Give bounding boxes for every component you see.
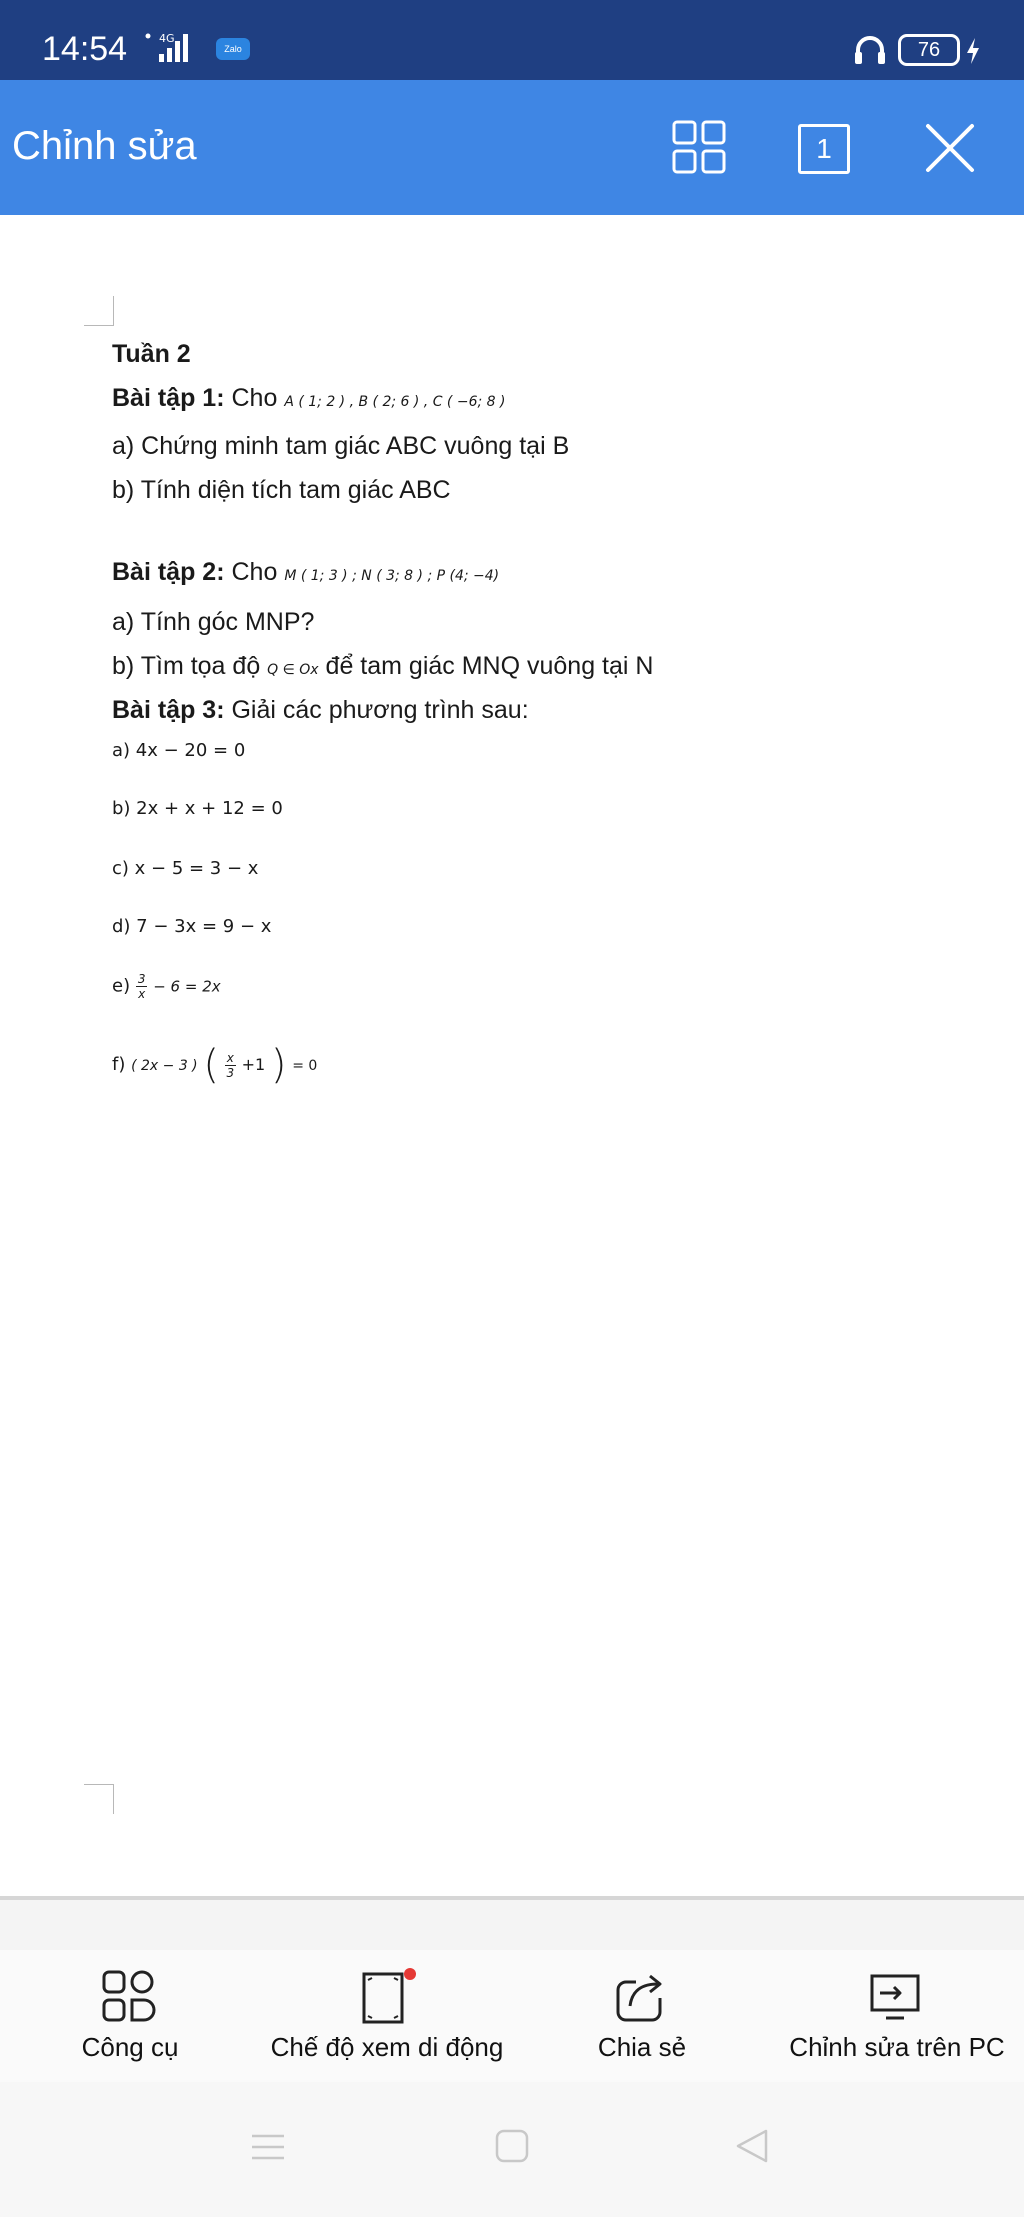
home-icon[interactable] bbox=[494, 2128, 530, 2164]
exercise-3-d: d) 7 − 3x = 9 − x bbox=[112, 916, 272, 937]
page-corner-marker-bottom bbox=[84, 1784, 114, 1814]
share-button[interactable] bbox=[572, 1950, 712, 2082]
share-icon bbox=[610, 1966, 672, 2028]
exercise-3-e-rest: − 6 = 2x bbox=[153, 977, 221, 996]
page-title: Chỉnh sửa bbox=[12, 124, 197, 168]
network-type: 4G bbox=[159, 32, 175, 45]
exercise-1-points: A ( 1; 2 ) , B ( 2; 6 ) , C ( −6; 8 ) bbox=[284, 394, 506, 410]
back-icon[interactable] bbox=[734, 2128, 770, 2164]
close-paren: ) bbox=[270, 1042, 287, 1088]
exercise-1-cho: Cho bbox=[231, 384, 278, 412]
exercise-1-b: b) Tính diện tích tam giác ABC bbox=[112, 476, 451, 504]
mobile-view-icon bbox=[356, 1966, 418, 2028]
fraction-3-over-x bbox=[136, 972, 148, 1001]
exercise-3-f bbox=[112, 1042, 317, 1088]
fraction-x-over-3 bbox=[225, 1051, 236, 1080]
exercise-3-title bbox=[112, 696, 529, 725]
week-heading: Tuần 2 bbox=[112, 340, 191, 368]
bottom-toolbar bbox=[0, 1950, 1024, 2082]
headset-icon bbox=[852, 32, 888, 68]
zalo-icon: Zalo bbox=[216, 38, 250, 60]
exercise-3-f-post: = 0 bbox=[292, 1058, 318, 1074]
status-bar bbox=[0, 0, 1024, 80]
exercise-2-label: Bài tập 2: bbox=[112, 558, 225, 586]
share-label: Chia sẻ bbox=[597, 2032, 687, 2062]
exercise-1-a: a) Chứng minh tam giác ABC vuông tại B bbox=[112, 432, 570, 460]
close-icon[interactable] bbox=[922, 120, 978, 176]
tools-label: Công cụ bbox=[81, 2032, 179, 2062]
exercise-3-label: Bài tập 3: bbox=[112, 696, 225, 724]
mobile-view-button[interactable] bbox=[252, 1950, 522, 2082]
fraction-denominator: 3 bbox=[226, 1065, 235, 1080]
exercise-3-f-pre: ( 2x − 3 ) bbox=[131, 1058, 198, 1074]
exercise-2-b-math: Q ∈ Ox bbox=[267, 662, 319, 678]
toolbar-spacer bbox=[0, 1900, 1024, 1950]
exercise-3-f-plus: +1 bbox=[241, 1055, 266, 1074]
exercise-2-title bbox=[112, 558, 499, 587]
exercise-3-intro: Giải các phương trình sau: bbox=[231, 696, 529, 724]
edit-on-pc-button[interactable] bbox=[772, 1950, 1022, 2082]
exercise-2-b-post: để tam giác MNQ vuông tại N bbox=[325, 652, 654, 680]
fraction-denominator: x bbox=[138, 987, 146, 1001]
exercise-3-e-label: e) bbox=[112, 975, 131, 997]
fraction-numerator: x bbox=[226, 1050, 234, 1065]
signal-icon bbox=[145, 30, 205, 64]
exercise-2-b-pre: b) Tìm tọa độ bbox=[112, 652, 261, 680]
exercise-1-label: Bài tập 1: bbox=[112, 384, 225, 412]
tools-icon bbox=[98, 1966, 158, 2026]
edit-on-pc-label: Chỉnh sửa trên PC bbox=[789, 2032, 1005, 2062]
exercise-1-title bbox=[112, 384, 505, 413]
system-nav-bar bbox=[0, 2082, 1024, 2217]
exercise-3-e bbox=[112, 972, 221, 1001]
exercise-3-a: a) 4x − 20 = 0 bbox=[112, 740, 246, 761]
exercise-2-a: a) Tính góc MNP? bbox=[112, 608, 315, 636]
exercise-3-b: b) 2x + x + 12 = 0 bbox=[112, 798, 283, 819]
edit-on-pc-icon bbox=[864, 1966, 926, 2028]
battery-indicator: 76 bbox=[898, 34, 960, 66]
status-time: 14:54 bbox=[42, 30, 128, 68]
tools-button[interactable] bbox=[60, 1950, 200, 2082]
app-bar bbox=[0, 80, 1024, 215]
exercise-2-cho: Cho bbox=[231, 558, 278, 586]
mobile-view-label: Chế độ xem di động bbox=[270, 2032, 504, 2062]
page-count-button[interactable]: 1 bbox=[798, 124, 850, 174]
open-paren: ( bbox=[203, 1042, 219, 1088]
exercise-2-b bbox=[112, 652, 653, 681]
grid-view-icon[interactable] bbox=[670, 118, 728, 176]
charging-bolt-icon bbox=[964, 36, 982, 66]
menu-icon[interactable] bbox=[250, 2132, 286, 2162]
fraction-numerator: 3 bbox=[137, 972, 146, 986]
exercise-2-points: M ( 1; 3 ) ; N ( 3; 8 ) ; P (4; −4) bbox=[284, 568, 500, 584]
exercise-3-f-label: f) bbox=[112, 1054, 126, 1075]
exercise-3-c: c) x − 5 = 3 − x bbox=[112, 858, 259, 879]
page-corner-marker-top bbox=[84, 296, 114, 326]
